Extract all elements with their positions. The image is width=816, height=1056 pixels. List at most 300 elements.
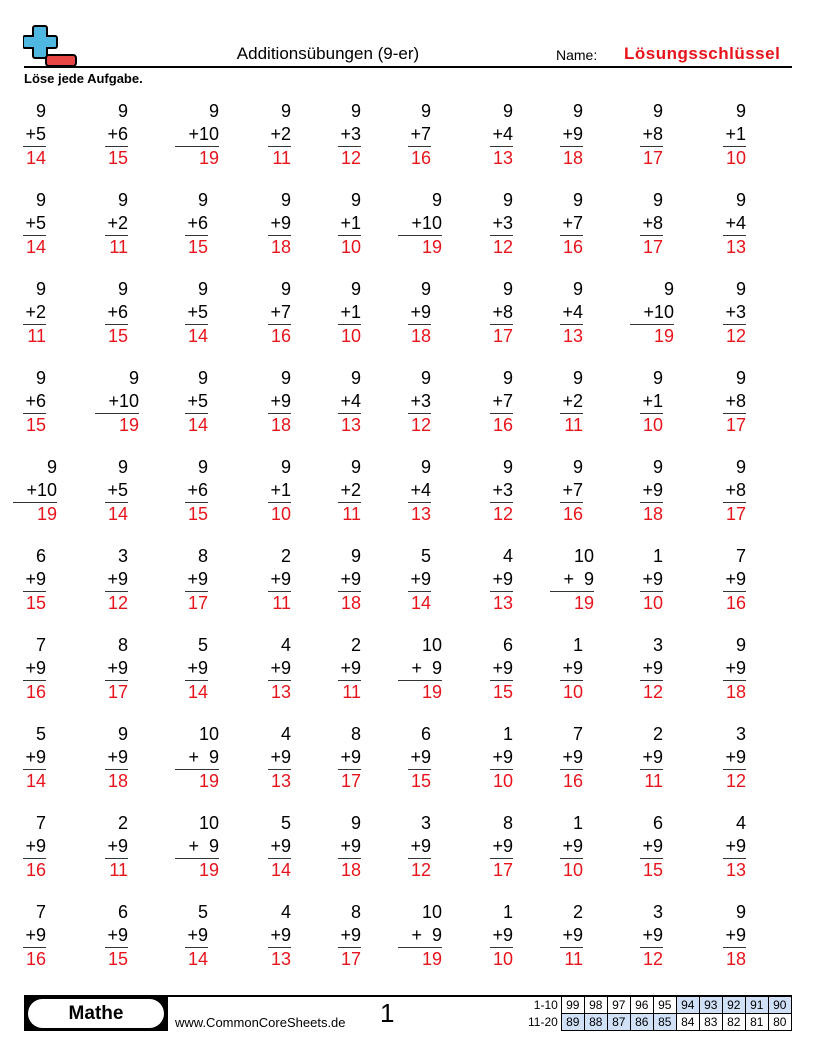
problem-item — [175, 812, 219, 882]
score-cell: 81 — [745, 1014, 768, 1031]
answer-value: 11 — [27, 326, 46, 346]
addend-bottom: +4 — [723, 212, 746, 236]
addend-top: 9 — [128, 368, 139, 388]
addend-top: 9 — [735, 101, 746, 121]
addend-top: 8 — [197, 546, 208, 566]
problem-item — [490, 456, 513, 526]
addend-bottom: +9 — [23, 568, 46, 592]
addend-bottom: +9 — [640, 746, 663, 770]
problem-item — [723, 456, 746, 526]
addend-bottom: +1 — [338, 301, 361, 325]
answer-value: 12 — [410, 860, 431, 880]
score-cell: 87 — [607, 1014, 630, 1031]
addend-bottom: +10 — [630, 301, 674, 325]
addend-top: 2 — [350, 635, 361, 655]
score-row — [528, 1014, 791, 1031]
addend-bottom: +7 — [408, 123, 431, 147]
score-cell: 84 — [676, 1014, 699, 1031]
problem-item — [640, 189, 663, 259]
addend-bottom: +3 — [408, 390, 431, 414]
addend-top: 9 — [350, 368, 361, 388]
addend-bottom: +6 — [185, 212, 208, 236]
problem-item — [490, 545, 513, 615]
addend-bottom: +9 — [338, 835, 361, 859]
addend-bottom: +10 — [13, 479, 57, 503]
problem-item — [490, 812, 513, 882]
addend-top: 9 — [197, 190, 208, 210]
addend-bottom: + 9 — [550, 568, 594, 592]
addend-top: 7 — [35, 635, 46, 655]
score-cell: 99 — [561, 997, 584, 1014]
addend-top: 10 — [198, 813, 219, 833]
addend-bottom: +9 — [723, 835, 746, 859]
addend-top: 9 — [502, 279, 513, 299]
answer-value: 17 — [187, 593, 208, 613]
score-cell: 82 — [722, 1014, 745, 1031]
answer-value: 18 — [270, 415, 291, 435]
answer-value: 13 — [340, 415, 361, 435]
addend-top: 1 — [572, 813, 583, 833]
problem-item — [338, 545, 361, 615]
answer-value: 10 — [642, 415, 663, 435]
problem-item — [268, 723, 291, 793]
addend-top: 7 — [35, 813, 46, 833]
addend-top: 10 — [198, 724, 219, 744]
answer-value: 13 — [725, 237, 746, 257]
addend-bottom: +4 — [490, 123, 513, 147]
addend-bottom: +9 — [560, 924, 583, 948]
addend-bottom: +3 — [490, 212, 513, 236]
answer-value: 13 — [270, 682, 291, 702]
problem-item — [23, 278, 46, 348]
problem-item — [408, 545, 431, 615]
addend-top: 10 — [573, 546, 594, 566]
addend-top: 9 — [572, 190, 583, 210]
addend-bottom: + 9 — [398, 657, 442, 681]
addend-bottom: +9 — [105, 924, 128, 948]
problem-item — [640, 367, 663, 437]
answer-value: 14 — [25, 148, 46, 168]
addend-bottom: +2 — [23, 301, 46, 325]
problem-item — [338, 189, 361, 259]
problem-item — [105, 812, 128, 882]
addend-top: 3 — [652, 902, 663, 922]
addend-bottom: +9 — [560, 746, 583, 770]
answer-value: 19 — [198, 148, 219, 168]
problem-item — [408, 278, 431, 348]
addend-top: 4 — [280, 724, 291, 744]
answer-value: 14 — [187, 326, 208, 346]
problem-item — [408, 456, 431, 526]
problem-item — [550, 545, 594, 615]
addend-bottom: +8 — [490, 301, 513, 325]
answer-value: 12 — [725, 326, 746, 346]
addend-top: 9 — [35, 190, 46, 210]
answer-value: 17 — [642, 148, 663, 168]
addend-bottom: +3 — [723, 301, 746, 325]
addend-top: 6 — [502, 635, 513, 655]
problem-item — [490, 901, 513, 971]
addend-top: 4 — [502, 546, 513, 566]
addend-bottom: +1 — [640, 390, 663, 414]
problem-item — [490, 634, 513, 704]
problem-item — [268, 189, 291, 259]
addend-top: 9 — [197, 368, 208, 388]
addend-top: 3 — [420, 813, 431, 833]
answer-value: 14 — [25, 237, 46, 257]
problem-item — [490, 189, 513, 259]
answer-value: 19 — [198, 771, 219, 791]
addend-bottom: +9 — [185, 657, 208, 681]
addend-bottom: +9 — [268, 657, 291, 681]
addend-bottom: +9 — [640, 479, 663, 503]
addend-top: 2 — [117, 813, 128, 833]
addend-top: 6 — [117, 902, 128, 922]
problem-item — [338, 812, 361, 882]
problem-item — [398, 189, 442, 259]
answer-value: 18 — [725, 682, 746, 702]
addend-bottom: +9 — [490, 568, 513, 592]
score-row-label: 1-10 — [533, 998, 558, 1012]
answer-value: 11 — [644, 771, 663, 791]
addend-bottom: +8 — [723, 479, 746, 503]
answer-value: 12 — [410, 415, 431, 435]
problem-item — [105, 634, 128, 704]
answer-value: 14 — [107, 504, 128, 524]
problem-item — [723, 100, 746, 170]
addend-top: 7 — [735, 546, 746, 566]
answer-value: 17 — [492, 326, 513, 346]
addend-bottom: +10 — [95, 390, 139, 414]
addend-bottom: +9 — [723, 568, 746, 592]
addend-bottom: +9 — [105, 568, 128, 592]
addend-top: 9 — [208, 101, 219, 121]
score-cell: 85 — [653, 1014, 676, 1031]
addend-top: 9 — [735, 279, 746, 299]
addend-top: 9 — [735, 368, 746, 388]
addend-top: 9 — [280, 279, 291, 299]
addend-top: 4 — [735, 813, 746, 833]
problem-item — [268, 456, 291, 526]
addend-top: 9 — [572, 368, 583, 388]
addend-top: 5 — [35, 724, 46, 744]
answer-value: 12 — [725, 771, 746, 791]
score-cell: 86 — [630, 1014, 653, 1031]
answer-value: 13 — [725, 860, 746, 880]
problem-item — [338, 100, 361, 170]
problem-item — [408, 723, 431, 793]
score-cell: 90 — [768, 997, 791, 1014]
answer-value: 18 — [340, 860, 361, 880]
instructions: Löse jede Aufgabe. — [24, 71, 143, 86]
addend-bottom: +6 — [105, 301, 128, 325]
answer-value: 14 — [187, 415, 208, 435]
problem-item — [338, 723, 361, 793]
problem-item — [640, 456, 663, 526]
problem-item — [560, 901, 583, 971]
problem-item — [185, 634, 208, 704]
answer-value: 13 — [562, 326, 583, 346]
header-divider — [24, 66, 792, 68]
answer-value: 11 — [564, 415, 583, 435]
answer-value: 13 — [270, 949, 291, 969]
addend-bottom: +6 — [23, 390, 46, 414]
addend-top: 9 — [117, 101, 128, 121]
addend-bottom: +8 — [640, 212, 663, 236]
addend-top: 6 — [35, 546, 46, 566]
problem-item — [640, 545, 663, 615]
addend-top: 9 — [652, 190, 663, 210]
addend-top: 9 — [35, 101, 46, 121]
addend-top: 4 — [280, 635, 291, 655]
problem-item — [640, 812, 663, 882]
addend-bottom: +9 — [490, 835, 513, 859]
problem-item — [105, 456, 128, 526]
problem-item — [105, 100, 128, 170]
answer-value: 12 — [107, 593, 128, 613]
answer-value: 19 — [421, 949, 442, 969]
answer-value: 16 — [562, 771, 583, 791]
addend-bottom: +4 — [408, 479, 431, 503]
answer-value: 18 — [270, 237, 291, 257]
addend-top: 9 — [350, 546, 361, 566]
answer-value: 14 — [270, 860, 291, 880]
score-cell: 94 — [676, 997, 699, 1014]
answer-value: 15 — [187, 237, 208, 257]
addend-bottom: +5 — [105, 479, 128, 503]
addend-bottom: +10 — [175, 123, 219, 147]
problem-item — [560, 189, 583, 259]
problem-item — [490, 100, 513, 170]
score-cell: 96 — [630, 997, 653, 1014]
problem-item — [23, 189, 46, 259]
addend-top: 9 — [431, 190, 442, 210]
addend-bottom: +9 — [268, 568, 291, 592]
problem-item — [338, 901, 361, 971]
addend-top: 9 — [735, 902, 746, 922]
addend-top: 1 — [502, 902, 513, 922]
name-label: Name: — [556, 47, 598, 63]
answer-value: 11 — [342, 504, 361, 524]
problem-item — [560, 634, 583, 704]
problem-item — [490, 723, 513, 793]
problem-item — [490, 278, 513, 348]
answer-value: 14 — [187, 949, 208, 969]
answer-value: 10 — [492, 949, 513, 969]
addend-top: 9 — [280, 190, 291, 210]
answer-value: 12 — [492, 237, 513, 257]
addend-top: 4 — [280, 902, 291, 922]
addend-top: 1 — [502, 724, 513, 744]
problem-item — [13, 456, 57, 526]
score-cell: 93 — [699, 997, 722, 1014]
problem-item — [723, 367, 746, 437]
problem-item — [23, 812, 46, 882]
addend-top: 9 — [420, 279, 431, 299]
problem-item — [723, 545, 746, 615]
addend-top: 9 — [652, 368, 663, 388]
answer-value: 16 — [25, 949, 46, 969]
problem-item — [105, 545, 128, 615]
addend-top: 9 — [502, 101, 513, 121]
problem-item — [105, 278, 128, 348]
page-number: 1 — [380, 998, 395, 1028]
answer-value: 17 — [642, 237, 663, 257]
problem-item — [185, 456, 208, 526]
answer-value: 10 — [340, 237, 361, 257]
score-cell: 98 — [584, 997, 607, 1014]
addend-top: 9 — [35, 279, 46, 299]
addend-top: 9 — [652, 457, 663, 477]
addend-bottom: +9 — [268, 212, 291, 236]
answer-value: 10 — [562, 682, 583, 702]
answer-value: 11 — [342, 682, 361, 702]
answer-value: 16 — [410, 148, 431, 168]
problem-item — [23, 367, 46, 437]
addend-top: 9 — [117, 279, 128, 299]
problem-item — [560, 100, 583, 170]
answer-value: 19 — [36, 504, 57, 524]
problem-item — [408, 100, 431, 170]
addend-bottom: +6 — [105, 123, 128, 147]
score-cell: 88 — [584, 1014, 607, 1031]
addend-bottom: +9 — [23, 746, 46, 770]
answer-value: 14 — [25, 771, 46, 791]
addend-top: 9 — [735, 457, 746, 477]
answer-value: 12 — [340, 148, 361, 168]
addend-bottom: +9 — [408, 568, 431, 592]
answer-value: 17 — [107, 682, 128, 702]
answer-value: 19 — [198, 860, 219, 880]
answer-value: 15 — [25, 415, 46, 435]
addend-bottom: +9 — [490, 746, 513, 770]
addend-bottom: +9 — [268, 390, 291, 414]
addend-top: 6 — [652, 813, 663, 833]
addend-bottom: +9 — [560, 657, 583, 681]
answer-value: 16 — [492, 415, 513, 435]
answer-value: 11 — [109, 237, 128, 257]
answer-value: 13 — [492, 148, 513, 168]
answer-value: 10 — [492, 771, 513, 791]
addend-bottom: +4 — [560, 301, 583, 325]
problem-item — [640, 634, 663, 704]
answer-value: 12 — [642, 682, 663, 702]
addend-top: 3 — [735, 724, 746, 744]
addend-top: 9 — [117, 724, 128, 744]
addend-bottom: +7 — [268, 301, 291, 325]
answer-value: 11 — [109, 860, 128, 880]
addend-bottom: +2 — [105, 212, 128, 236]
answer-value: 17 — [725, 504, 746, 524]
answer-value: 12 — [642, 949, 663, 969]
problem-item — [185, 367, 208, 437]
addend-bottom: +9 — [338, 568, 361, 592]
problem-item — [408, 812, 431, 882]
score-cell: 97 — [607, 997, 630, 1014]
addend-bottom: +2 — [338, 479, 361, 503]
answer-value: 17 — [340, 771, 361, 791]
addend-bottom: +9 — [23, 657, 46, 681]
addend-bottom: +1 — [338, 212, 361, 236]
addend-top: 2 — [572, 902, 583, 922]
addend-top: 9 — [502, 368, 513, 388]
addend-bottom: +9 — [640, 835, 663, 859]
problem-item — [268, 634, 291, 704]
addend-bottom: + 9 — [175, 746, 219, 770]
score-cell: 92 — [722, 997, 745, 1014]
addend-bottom: +7 — [560, 212, 583, 236]
addend-bottom: +9 — [408, 835, 431, 859]
problem-item — [185, 189, 208, 259]
addend-bottom: +5 — [185, 390, 208, 414]
addend-bottom: +6 — [185, 479, 208, 503]
addend-bottom: +9 — [338, 924, 361, 948]
answer-value: 15 — [25, 593, 46, 613]
answer-value: 19 — [421, 682, 442, 702]
addend-bottom: +9 — [105, 835, 128, 859]
addend-top: 9 — [350, 101, 361, 121]
addend-bottom: +2 — [268, 123, 291, 147]
addend-bottom: +1 — [268, 479, 291, 503]
addend-top: 2 — [652, 724, 663, 744]
answer-value: 13 — [410, 504, 431, 524]
addend-bottom: +3 — [490, 479, 513, 503]
addend-bottom: +9 — [105, 657, 128, 681]
problem-item — [723, 812, 746, 882]
problem-item — [23, 634, 46, 704]
score-row-label: 11-20 — [528, 1015, 558, 1029]
problem-item — [723, 278, 746, 348]
problem-item — [23, 100, 46, 170]
answer-value: 13 — [492, 593, 513, 613]
addend-top: 9 — [652, 101, 663, 121]
addend-bottom: +9 — [338, 746, 361, 770]
addend-top: 9 — [572, 101, 583, 121]
addend-bottom: +9 — [490, 657, 513, 681]
addend-top: 9 — [350, 190, 361, 210]
addend-top: 9 — [735, 190, 746, 210]
addend-bottom: +8 — [723, 390, 746, 414]
problem-item — [185, 278, 208, 348]
answer-value: 15 — [642, 860, 663, 880]
answer-value: 16 — [25, 682, 46, 702]
problem-item — [560, 278, 583, 348]
addend-bottom: +7 — [490, 390, 513, 414]
problem-item — [640, 723, 663, 793]
addend-bottom: + 9 — [398, 924, 442, 948]
answer-value: 15 — [410, 771, 431, 791]
addend-bottom: +9 — [640, 568, 663, 592]
problem-item — [105, 189, 128, 259]
answer-value: 18 — [725, 949, 746, 969]
problem-item — [490, 367, 513, 437]
answer-value: 10 — [642, 593, 663, 613]
answer-value: 17 — [492, 860, 513, 880]
addend-top: 6 — [420, 724, 431, 744]
addend-top: 9 — [280, 368, 291, 388]
problem-item — [560, 723, 583, 793]
addend-bottom: +9 — [560, 835, 583, 859]
addend-bottom: +9 — [490, 924, 513, 948]
answer-value: 12 — [492, 504, 513, 524]
addend-bottom: +9 — [185, 924, 208, 948]
addend-top: 8 — [502, 813, 513, 833]
addend-bottom: +9 — [560, 123, 583, 147]
problem-item — [175, 723, 219, 793]
addend-top: 9 — [502, 457, 513, 477]
addend-top: 3 — [652, 635, 663, 655]
problem-item — [268, 901, 291, 971]
